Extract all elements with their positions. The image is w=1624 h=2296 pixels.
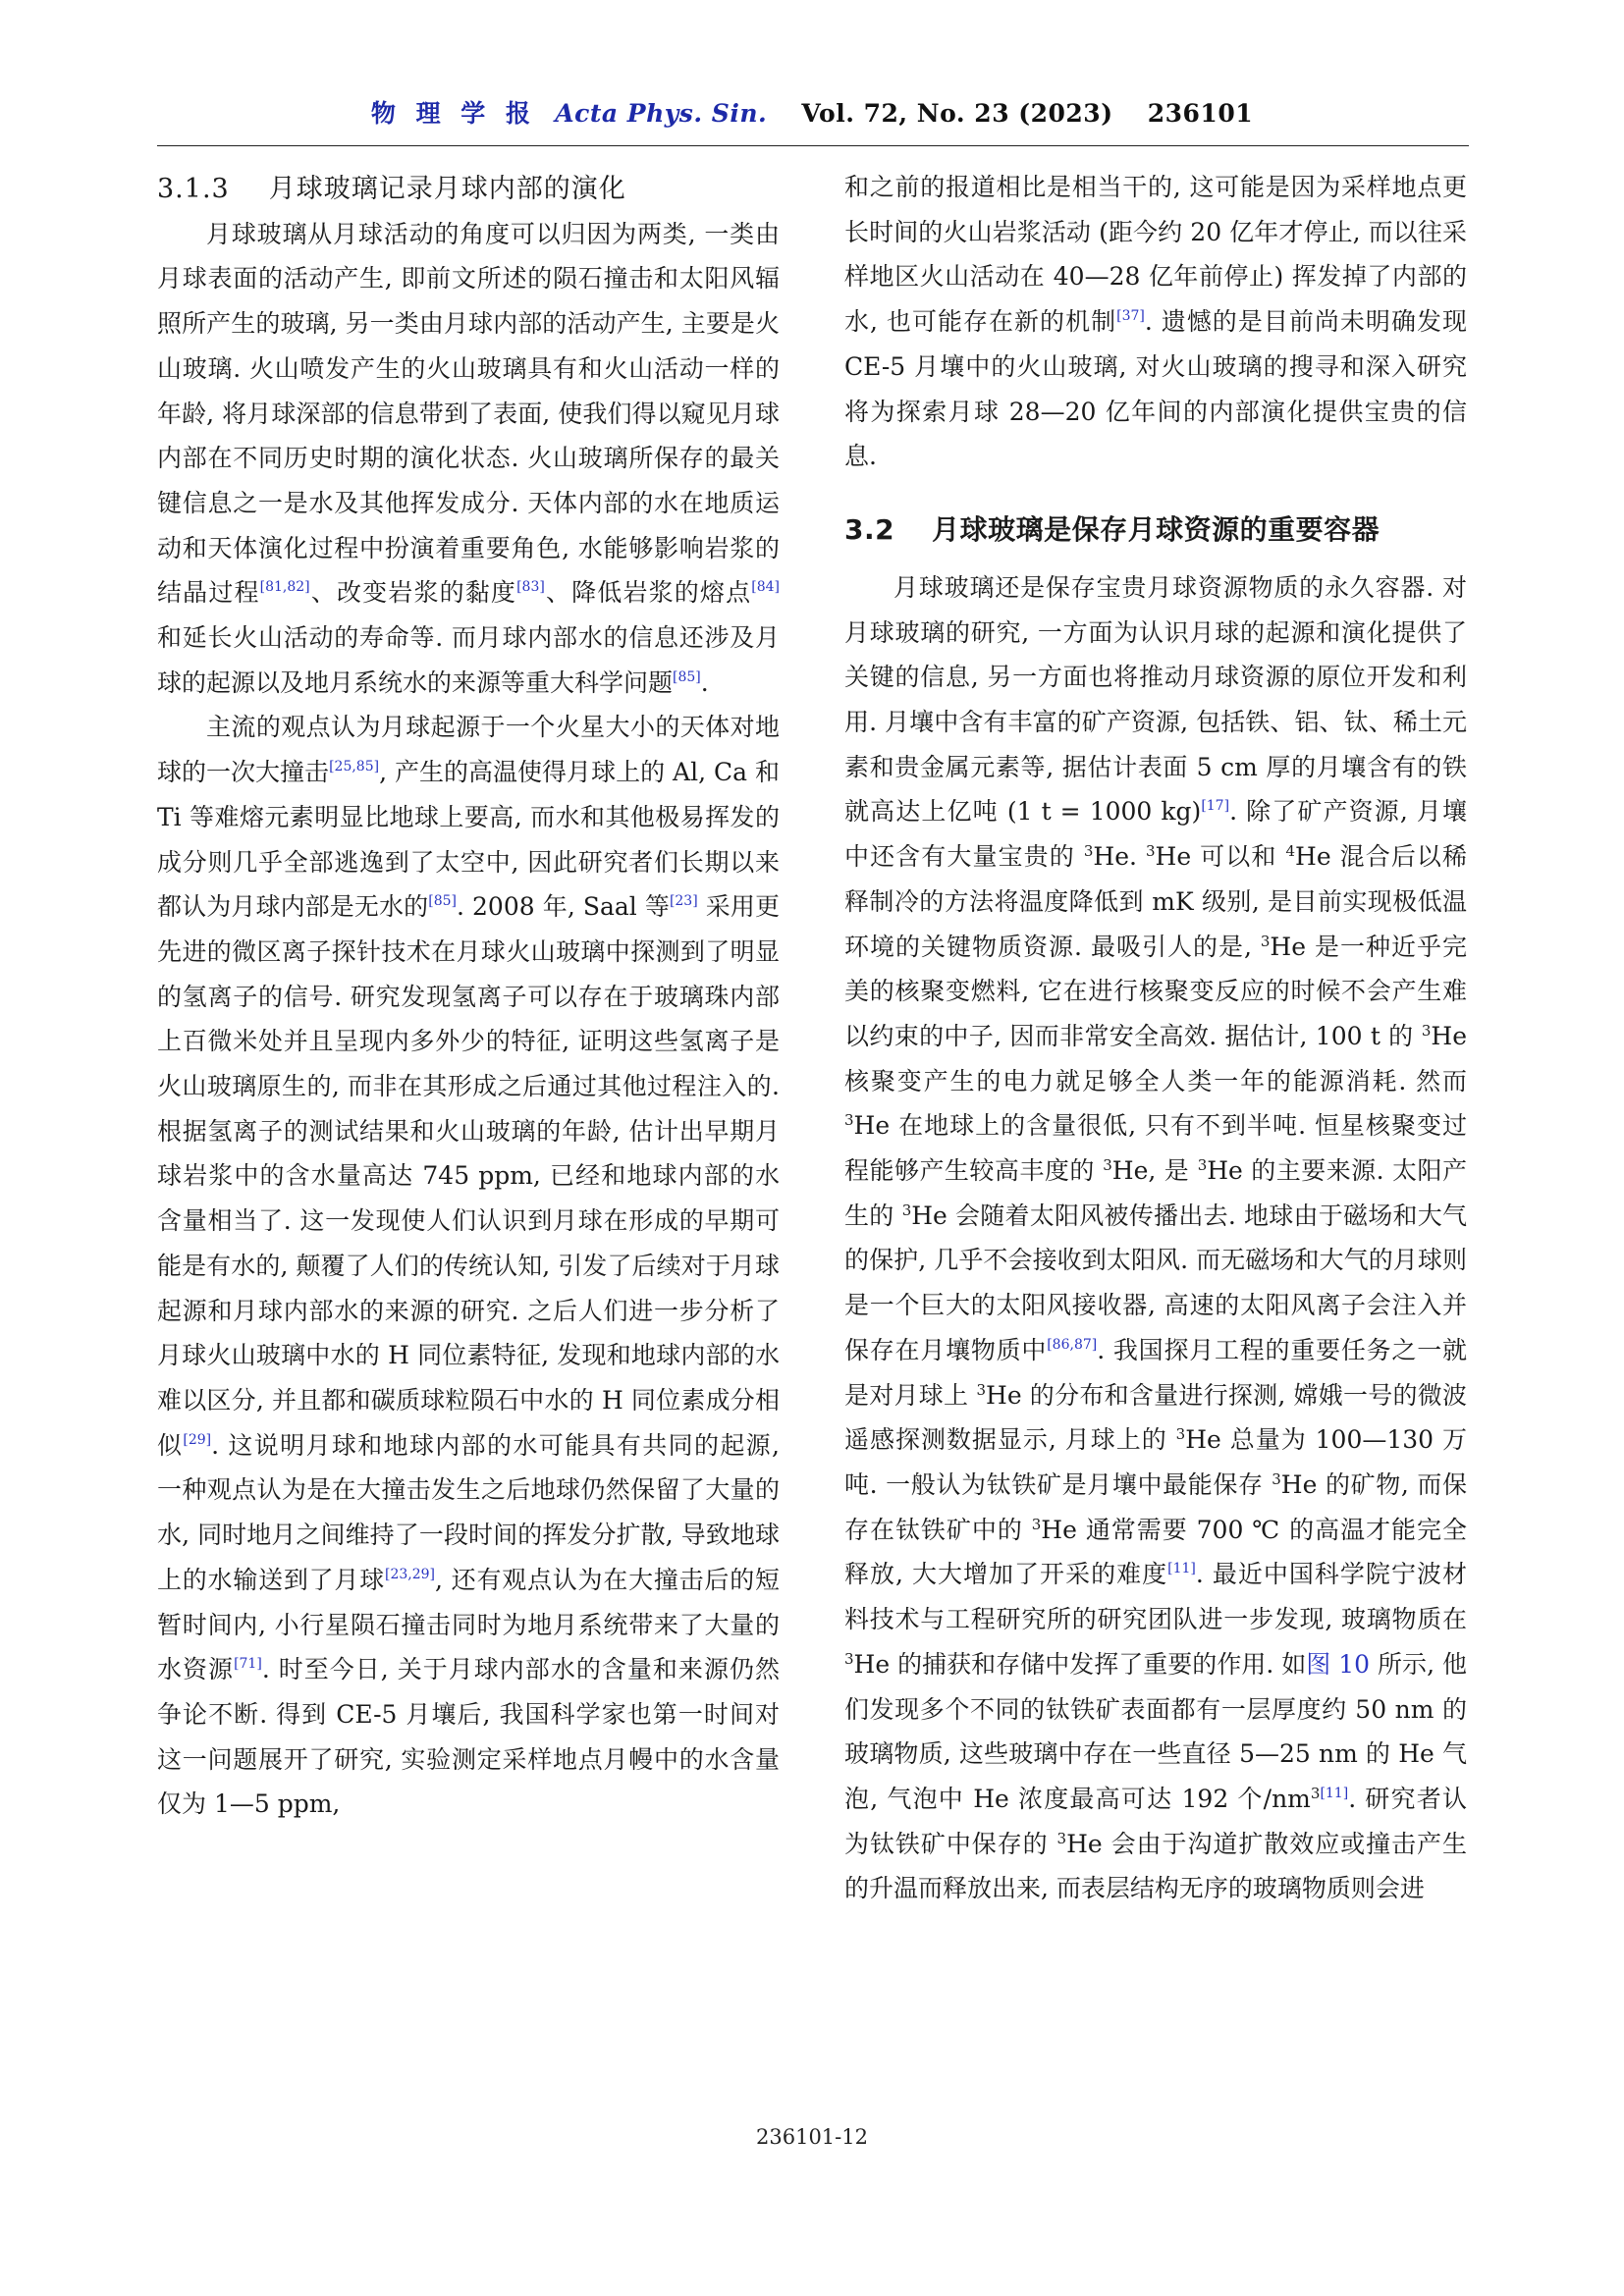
text-run: 月球玻璃还是保存宝贵月球资源物质的永久容器. 对月球玻璃的研究, 一方面为认识月球的起源和演化提供了关键的信息, 另一方面也将推动月球资源的原位开发和利用. 月壤中含有丰富的矿产资源, 包括铁、铝、钛、稀土元素和贵金属元素等, 据估计表面 5 cm 厚的月壤含有的铁就高达上亿吨 (1 t = 1000 kg) bbox=[844, 572, 1467, 827]
isotope-superscript: 3 bbox=[1056, 1829, 1067, 1847]
paragraph bbox=[157, 705, 780, 1827]
isotope-superscript: 3 bbox=[844, 1111, 854, 1130]
text-run: . 时至今日, 关于月球内部水的含量和来源仍然争论不断. 得到 CE-5 月壤后, 我国科学家也第一时间对这一问题展开了研究, 实验测定采样地点月幔中的水含量仅为 1—5 ppm, bbox=[157, 1655, 780, 1819]
text-run: 采用更先进的微区离子探针技术在月球火山玻璃中探测到了明显的氢离子的信号. 研究发现氢离子可以存在于玻璃珠内部上百微米处并且呈现内多外少的特征, 证明这些氢离子是火山玻璃原生的, 而非在其形成之后通过其他过程注入的. 根据氢离子的测试结果和火山玻璃的年龄, 估计出早期月球岩浆中的含水量高达 745 ppm, 已经和地球内部的水含量相当了. 这一发现使人们认识到月球在形成的早期可能是有水的, 颠覆了人们的传统认知, 引发了后续对于月球起源和月球内部水的来源的研究. 之后人们进一步分析了月球火山玻璃中水的 H 同位素特征, 发现和地球内部的水难以区分, 并且都和碳质球粒陨石中水的 H 同位素成分相似 bbox=[157, 892, 780, 1460]
section-heading bbox=[844, 505, 1467, 556]
text-run: He 混合后以稀释制冷的方法将温度降低到 mK 级别, 是目前实现极低温环境的关键物质资源. 最吸引人的是, bbox=[844, 842, 1468, 961]
isotope-superscript: 3 bbox=[1421, 1021, 1432, 1040]
citation-link[interactable]: [37] bbox=[1116, 308, 1145, 325]
isotope-superscript: 3 bbox=[1260, 932, 1271, 950]
right-column bbox=[844, 165, 1467, 1911]
text-run: He 会随着太阳风被传播出去. 地球由于磁场和大气的保护, 几乎不会接收到太阳风. 而无磁场和大气的月球则是一个巨大的太阳风接收器, 高速的太阳风离子会注入并保存在月壤物质中 bbox=[844, 1201, 1467, 1364]
journal-name-chinese: 物 理 学 报 bbox=[370, 99, 536, 128]
volume-info: Vol. 72, No. 23 (2023) bbox=[801, 99, 1113, 128]
isotope-superscript: 4 bbox=[1285, 842, 1296, 861]
text-run: 月球玻璃从月球活动的角度可以归因为两类, 一类由月球表面的活动产生, 即前文所述的陨石撞击和太阳风辐照所产生的玻璃, 另一类由月球内部的活动产生, 主要是火山玻璃. 火山喷发产生的火山玻璃具有和火山活动一样的年龄, 将月球深部的信息带到了表面, 使我们得以窥见月球内部在不同历史时期的演化状态. 火山玻璃所保存的最关键信息之一是水及其他挥发成分. 天体内部的水在地质运动和天体演化过程中扮演着重要角色, 水能够影响岩浆的结晶过程 bbox=[157, 219, 780, 608]
citation-link[interactable]: [71] bbox=[234, 1656, 262, 1673]
citation-link[interactable]: [85] bbox=[428, 893, 458, 910]
paragraph-continued bbox=[844, 165, 1467, 479]
isotope-superscript: 3 bbox=[844, 1649, 854, 1668]
text-run: He 是一种近乎完美的核聚变燃料, 它在进行核聚变反应的时候不会产生难以约束的中子, 因而非常安全高效. 据估计, 100 t 的 bbox=[844, 932, 1467, 1050]
citation-link[interactable]: [17] bbox=[1201, 798, 1230, 815]
journal-name-english: Acta Phys. Sin. bbox=[555, 99, 768, 128]
paragraph bbox=[844, 565, 1467, 1911]
text-run: 和之前的报道相比是相当干的, 这可能是因为采样地点更长时间的火山岩浆活动 (距今约 20 亿年才停止, 而以往采样地区火山活动在 40—28 亿年前停止) 挥发掉了内部的水, 也可能存在新的机制 bbox=[844, 173, 1467, 337]
subsection-number: 3.1.3 bbox=[157, 174, 230, 204]
citation-link[interactable]: [11] bbox=[1167, 1561, 1196, 1577]
citation-link[interactable]: [25,85] bbox=[329, 759, 380, 775]
text-run: . bbox=[700, 667, 709, 697]
text-run: . 2008 年, Saal 等 bbox=[457, 892, 670, 922]
text-run: He 在地球上的含量很低, 只有不到半吨. 恒星核聚变过程能够产生较高丰度的 bbox=[844, 1111, 1467, 1186]
subsection-title: 月球玻璃记录月球内部的演化 bbox=[268, 174, 626, 204]
isotope-superscript: 3 bbox=[1083, 842, 1094, 861]
text-run: He, 是 bbox=[1111, 1156, 1198, 1186]
text-run: He. bbox=[1093, 842, 1146, 872]
citation-link[interactable]: [23,29] bbox=[384, 1566, 435, 1582]
text-run: He 核聚变产生的电力就足够全人类一年的能源消耗. 然而 bbox=[844, 1021, 1467, 1095]
left-column bbox=[157, 165, 780, 1827]
text-run: . 这说明月球和地球内部的水可能具有共同的起源, 一种观点认为是在大撞击发生之后地球仍然保留了大量的水, 同时地月之间维持了一段时间的挥发分扩散, 导致地球上的水输送到了月球 bbox=[157, 1430, 780, 1594]
isotope-superscript: 3 bbox=[1103, 1156, 1112, 1175]
text-run: , 产生的高温使得月球上的 Al, Ca 和 Ti 等难熔元素明显比地球上要高, 而水和其他极易挥发的成分则几乎全部逃逸到了太空中, 因此研究者们长期以来都认为月球内部是无水的 bbox=[157, 758, 780, 922]
subsection-heading bbox=[157, 167, 780, 212]
text-run: . 我国探月工程的重要任务之一就是对月球上 bbox=[844, 1335, 1467, 1410]
text-run: 所示, 他们发现多个不同的钛铁矿表面都有一层厚度约 50 nm 的玻璃物质, 这些玻璃中存在一些直径 5—25 nm 的 He 气泡, 气泡中 He 浓度最高可达 192 个/nm bbox=[844, 1649, 1467, 1813]
text-run: . 最近中国科学院宁波材料技术与工程研究所的研究团队进一步发现, 玻璃物质在 bbox=[844, 1560, 1467, 1634]
text-run: He 的主要来源. 太阳产生的 bbox=[844, 1156, 1468, 1230]
text-run: He 可以和 bbox=[1155, 842, 1286, 872]
text-run: 、改变岩浆的黏度 bbox=[309, 578, 517, 608]
text-run: . 研究者认为钛铁矿中保存的 bbox=[844, 1784, 1467, 1858]
isotope-superscript: 3 bbox=[1272, 1469, 1281, 1488]
figure-link[interactable]: 图 10 bbox=[1306, 1649, 1371, 1679]
citation-link[interactable]: [83] bbox=[516, 579, 545, 596]
isotope-superscript: 3 bbox=[1175, 1425, 1186, 1444]
text-run: He 的捕获和存储中发挥了重要的作用. 如 bbox=[853, 1649, 1307, 1679]
citation-link[interactable]: [81,82] bbox=[259, 579, 310, 596]
isotope-superscript: 3 bbox=[901, 1201, 912, 1219]
text-run: 主流的观点认为月球起源于一个火星大小的天体对地球的一次大撞击 bbox=[157, 713, 780, 787]
section-number: 3.2 bbox=[844, 512, 895, 546]
text-run: , 还有观点认为在大撞击后的短暂时间内, 小行星陨石撞击同时为地月系统带来了大量的水资源 bbox=[157, 1565, 780, 1684]
text-run: He 通常需要 700 ℃ 的高温才能完全释放, 大大增加了开采的难度 bbox=[844, 1515, 1467, 1589]
text-run: He 会由于沟道扩散效应或撞击产生的升温而释放出来, 而表层结构无序的玻璃物质则会进 bbox=[844, 1829, 1468, 1903]
text-run: He 的分布和含量进行探测, 嫦娥一号的微波遥感探测数据显示, 月球上的 bbox=[844, 1380, 1467, 1455]
isotope-superscript: 3 bbox=[1145, 842, 1156, 861]
paragraph bbox=[157, 212, 780, 706]
text-run: . 遗憾的是目前尚未明确发现 CE-5 月壤中的火山玻璃, 对火山玻璃的搜寻和深入研究将为探索月球 28—20 亿年间的内部演化提供宝贵的信息. bbox=[844, 307, 1467, 471]
text-run: 、降低岩浆的熔点 bbox=[544, 578, 752, 608]
unit-superscript: 3 bbox=[1310, 1784, 1321, 1802]
page-number: 236101-12 bbox=[756, 2125, 868, 2149]
text-run: He 总量为 100—130 万吨. 一般认为钛铁矿是月壤中最能保存 bbox=[844, 1425, 1467, 1499]
citation-link[interactable]: [29] bbox=[183, 1431, 212, 1448]
citation-link[interactable]: [86,87] bbox=[1047, 1336, 1098, 1353]
running-header bbox=[157, 94, 1467, 130]
section-title: 月球玻璃是保存月球资源的重要容器 bbox=[932, 512, 1380, 546]
header-rule bbox=[157, 145, 1469, 146]
citation-link[interactable]: [84] bbox=[751, 579, 780, 596]
isotope-superscript: 3 bbox=[976, 1380, 987, 1399]
text-run: He 的矿物, 而保存在钛铁矿中的 bbox=[844, 1469, 1468, 1544]
isotope-superscript: 3 bbox=[1197, 1156, 1208, 1175]
article-id: 236101 bbox=[1147, 99, 1254, 128]
isotope-superscript: 3 bbox=[1031, 1515, 1042, 1533]
citation-link[interactable]: [85] bbox=[673, 668, 701, 685]
citation-link[interactable]: [11] bbox=[1320, 1785, 1349, 1801]
text-run: . 除了矿产资源, 月壤中还含有大量宝贵的 bbox=[844, 797, 1467, 872]
citation-link[interactable]: [23] bbox=[669, 893, 698, 910]
text-run: 和延长火山活动的寿命等. 而月球内部水的信息还涉及月球的起源以及地月系统水的来源等重大科学问题 bbox=[157, 623, 780, 697]
